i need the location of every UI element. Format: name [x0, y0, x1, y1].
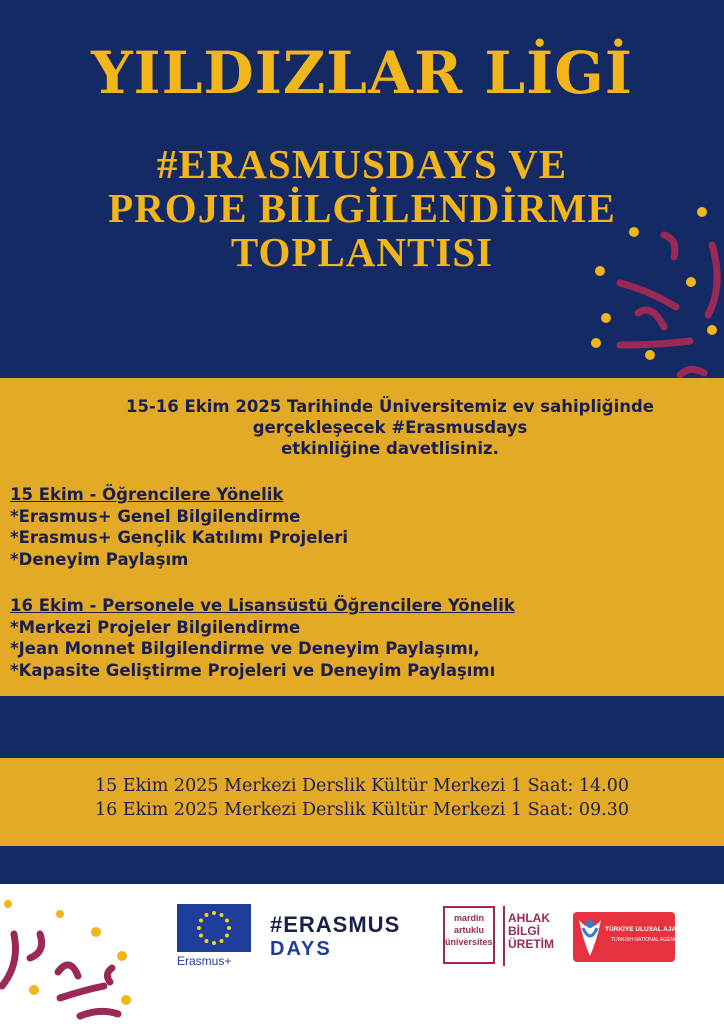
subtitle-line-1: #ERASMUSDAYS VE — [156, 141, 568, 187]
erasmusdays-line-1: #ERASMUS — [270, 912, 401, 937]
venue-line-1: 15 Ekim 2025 Merkezi Derslik Kültür Merkezi 1 Saat: 14.00 — [94, 776, 630, 796]
intro-line-2: gerçekleşecek #Erasmusdays — [252, 418, 528, 437]
firework-decoration-icon — [0, 894, 140, 1024]
eu-flag-icon — [177, 904, 251, 952]
subtitle-line-3: TOPLANTISI — [230, 229, 494, 275]
invitation-text — [60, 396, 720, 459]
day2-item: *Kapasite Geliştirme Projeleri ve Deneyim Paylaşımı — [10, 660, 496, 680]
divider-band — [0, 846, 724, 884]
day2-heading: 16 Ekim - Personele ve Lisansüstü Öğrencilere Yönelik — [10, 596, 515, 615]
footer-logos — [0, 884, 724, 1024]
university-seal — [443, 906, 495, 964]
day2-item: *Merkezi Projeler Bilgilendirme — [10, 617, 301, 637]
event-subtitle — [60, 142, 664, 274]
day1-schedule — [10, 484, 710, 570]
day1-item: *Erasmus+ Genel Bilgilendirme — [10, 506, 301, 526]
university-motto — [508, 912, 560, 951]
day2-item: *Jean Monnet Bilgilendirme ve Deneyim Paylaşımı, — [10, 639, 480, 658]
venue-section — [0, 758, 724, 846]
page-title: YILDIZLAR LİGİ — [91, 39, 633, 107]
agency-name-en: TURKISH NATIONAL AGENCY — [611, 937, 682, 943]
erasmusdays-line-2: DAYS — [270, 938, 332, 960]
agency-name: TÜRKİYE ULUSAL AJANSI — [605, 926, 687, 933]
erasmus-plus-logo — [177, 904, 255, 974]
header-section — [0, 0, 724, 378]
intro-line-3: etkinliğine davetlisiniz. — [281, 439, 499, 458]
university-line: üniversitesi — [445, 937, 496, 947]
divider-band — [0, 696, 724, 758]
subtitle-line-2: PROJE BİLGİLENDİRME — [108, 185, 616, 231]
day1-item: *Deneyim Paylaşım — [10, 549, 189, 569]
program-section — [0, 378, 724, 696]
university-logo — [443, 906, 505, 966]
motto-line: AHLAK — [508, 911, 550, 925]
day2-schedule — [10, 595, 710, 681]
intro-line-1: 15-16 Ekim 2025 Tarihinde Üniversitemiz ev sahipliğinde — [126, 397, 654, 416]
university-line: artuklu — [453, 925, 484, 935]
firework-decoration-icon — [580, 195, 724, 390]
day1-item: *Erasmus+ Gençlik Katılımı Projeleri — [10, 528, 349, 547]
venue-line-2: 16 Ekim 2025 Merkezi Derslik Kültür Merkezi 1 Saat: 09.30 — [94, 800, 630, 820]
motto-line: ÜRETİM — [508, 937, 554, 951]
day1-heading: 15 Ekim - Öğrencilere Yönelik — [10, 485, 284, 504]
erasmus-label: Erasmus+ — [177, 954, 232, 968]
turkish-national-agency-logo — [573, 912, 687, 962]
agency-emblem-icon — [575, 914, 605, 960]
university-line: mardin — [453, 913, 484, 923]
erasmusdays-logo — [270, 912, 430, 961]
motto-line: BİLGİ — [508, 924, 540, 938]
